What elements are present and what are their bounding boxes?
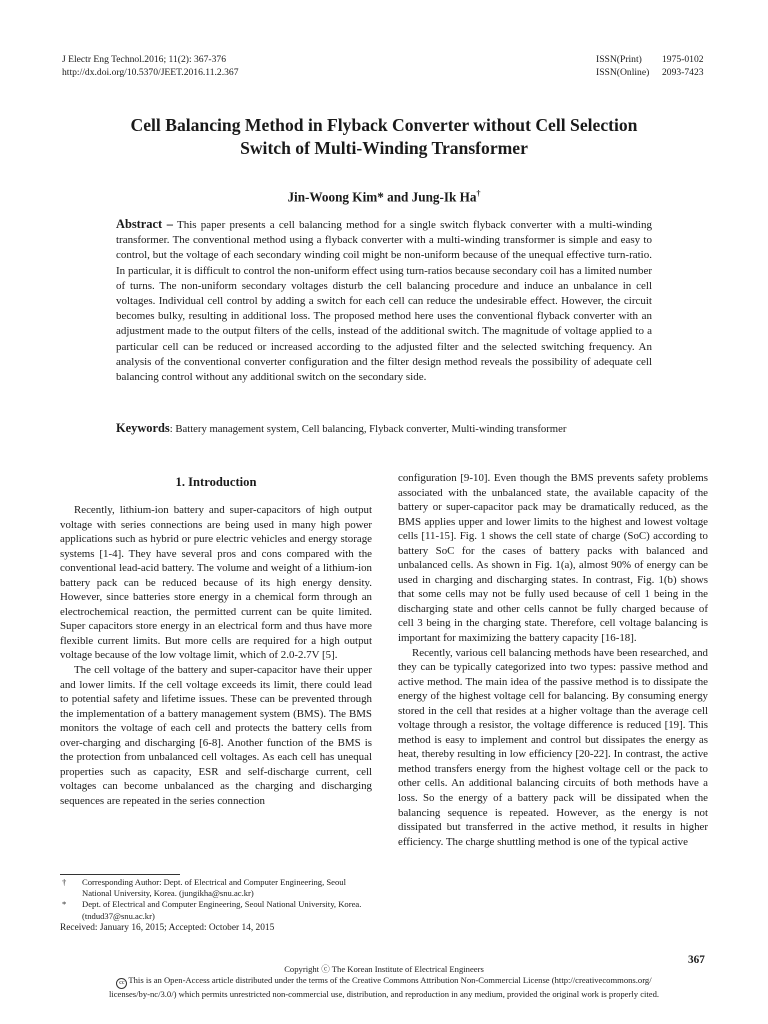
issn-online-value: 2093-7423 [662, 67, 704, 78]
left-column [60, 473, 372, 808]
paper-title [60, 114, 708, 160]
corresponding-mark: † [476, 189, 481, 198]
abstract [116, 217, 652, 385]
author-line [60, 185, 708, 205]
footnote-mark-dagger: † [62, 877, 67, 887]
journal-header [62, 53, 239, 79]
page-number: 367 [688, 954, 705, 966]
keywords: Keywords: Battery management system, Cell balancing, Flyback converter, Multi-winding transformer [116, 421, 567, 435]
doi-link[interactable]: http://dx.doi.org/10.5370/JEET.2016.11.2.367 [62, 67, 239, 78]
footnote-corresponding-text: Corresponding Author: Dept. of Electrical and Computer Engineering, Seoul National University, Korea. (jungikha@snu.ac.kr) [82, 877, 346, 899]
abstract-label: Abstract – [116, 217, 173, 231]
keywords-text: Battery management system, Cell balancing, Flyback converter, Multi-winding transformer [175, 423, 567, 435]
title-line-1: Cell Balancing Method in Flyback Converter without Cell Selection [130, 115, 638, 135]
footnote-divider [60, 874, 180, 875]
journal-citation: J Electr Eng Technol.2016; 11(2): 367-376 [62, 54, 226, 65]
received-dates: Received: January 16, 2015; Accepted: October 14, 2015 [60, 922, 275, 933]
right-column [398, 471, 708, 849]
issn-print-value: 1975-0102 [662, 54, 704, 65]
issn-online-label: ISSN(Online) [596, 67, 650, 78]
abstract-text: This paper presents a cell balancing method for a single switch flyback converter with a multi-winding transformer. The conventional method using a flyback converter with a multi-winding transformer is simple and easy to control, but the voltage of each secondary winding coil might be non-uniform because of the unequal effective turn-ratio. In particular, it is difficult to control the non-uniform effect using turn-ratios because secondary coil has a limited number of turns. The non-uniform secondary voltages disturb the cell balancing procedure and induce an unbalance in cell voltages. Individual cell control by adding a switch for each cell can reduce the undesirable effect. However, the circuit becomes bulky, resulting in additional loss. The proposed method here uses the conventional flyback converter with an adjustment made to the output filters of the cells, instead of the additional switch. The magnitude of voltage applied to a particular cell can be reduced or increased according to the adjusted filter and the selected switching frequency. An analysis of the conventional converter configuration and the filter design method reveals the possibility of adequate cell balancing control without any additional switch on the secondary side. [116, 219, 652, 384]
footnote-author [60, 899, 372, 921]
creative-commons-icon: cc [116, 978, 127, 989]
author-names: Jin-Woong Kim* and Jung-Ik Ha [287, 189, 477, 205]
copyright-block [60, 964, 708, 1001]
license-line-1 [60, 975, 708, 989]
copyright-line: Copyright ⓒ The Korean Institute of Electrical Engineers [284, 964, 484, 974]
intro-paragraph-4: Recently, various cell balancing methods have been researched, and they can be typically categorized into two types: passive method and active method. The main idea of the passive method is to dissipate the energy of the highest voltage cell for balancing. By consuming energy stored in the cell that resides at a higher voltage than the average cell voltage through a resistor, the voltage difference is reduced [19]. This method is easy to implement and control but dissipates the energy as heat, thereby resulting in low efficiency [20-22]. In contrast, the active method transfers energy from the highest voltage cell or the pack to other cells. An additional balancing circuits of both methods have a loss. So the energy of a battery pack will be dissipated when the balancing sequence is repeated. However, as the energy is not dissipated but transferred in the active method, it results in higher efficiency. The charge shuttling method is one of the typical active [398, 646, 708, 848]
intro-paragraph-2: The cell voltage of the battery and super-capacitor have their upper and lower limits. If the cell voltage exceeds its limit, there could lead to potential safety and lifetime issues. These can be prevented through the implementation of a battery management system (BMS). The BMS monitors the voltage of each cell and protects the battery cells from over-charging and discharging [6-8]. Another function of the BMS is the protection from unbalanced cell voltages. As each cell has unequal properties such as capacity, ESR and self-discharge current, cell voltages can become unbalanced as the charging and discharging sequences are repeated in the series connection [60, 664, 372, 807]
license-line-2: licenses/by-nc/3.0/) which permits unrestricted non-commercial use, distribution, and reproduction in any medium, provided the original work is properly cited. [108, 989, 660, 1000]
license-text-1: This is an Open-Access article distributed under the terms of the Creative Commons Attribution Non-Commercial License (http://creativecommons.org/ [128, 975, 652, 986]
keywords-label: Keywords [116, 421, 170, 435]
intro-paragraph-3: configuration [9-10]. Even though the BMS prevents safety problems associated with the unbalanced state, the available capacity of the battery or super-capacitor pack may be dramatically reduced, as the BMS applies upper and lower limits to the highest and lowest voltage cells [11-15]. Fig. 1 shows the cell state of charge (SoC) according to battery SoC for the cases of battery packs with balanced and unbalanced cells. As shown in Fig. 1(a), almost 90% of energy can be used in charging and discharging states. In contrast, Fig. 1(b) shows that some cells may not be fully used because of cell 1 being in the discharging state and other cells cannot be fully charged because of cell 3 being in the charging state. Therefore, cell voltage balancing is important for maximizing the battery capacity [16-18]. [398, 472, 708, 645]
intro-paragraph-1: Recently, lithium-ion battery and super-capacitors of high output voltage with series connections are being used in many high power applications such as hybrid or pure electric vehicles and energy storage systems [1-4]. They have several pros and cons compared with the conventional lead-acid battery. The volume and weight of a lithium-ion battery pack can be reduced because of its high energy density. However, since batteries store energy in a chemical form through an electrochemical reaction, the permitted current can be quite limited. Super capacitors store energy in an electrical form and thus have more flexible current limits. But more cells are required for a high output voltage because of the low voltage limit, which of 2.0-2.7V [5]. [60, 504, 372, 662]
title-line-2: Switch of Multi-Winding Transformer [240, 138, 528, 158]
issn-block [596, 53, 704, 79]
footnote-mark-asterisk: * [62, 899, 67, 910]
section-heading-introduction: 1. Introduction [175, 475, 257, 489]
issn-print-label: ISSN(Print) [596, 54, 642, 65]
footnotes [60, 877, 372, 934]
footnote-corresponding [60, 877, 372, 899]
footnote-author-text: Dept. of Electrical and Computer Engineering, Seoul National University, Korea. (tndud37@snu.ac.kr) [82, 899, 362, 921]
